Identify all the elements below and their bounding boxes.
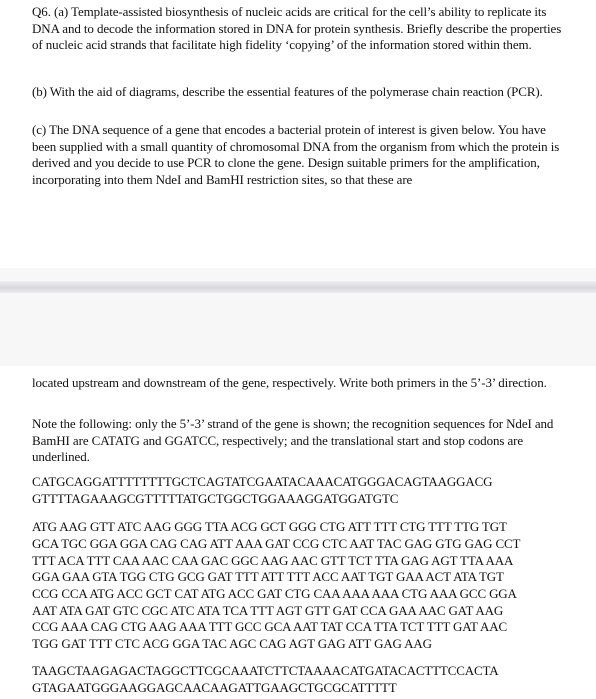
question-part-a: Q6. (a) Template-assisted biosynthesis of nucleic acids are critical for the cell’s ability to replicate its DNA and to decode the information stored in DNA for protein synthesis. Briefly describe the properties of nucleic acid strands that facilitate high fidelity ‘copying’ of the information stored within them.: [32, 4, 562, 53]
sequence-coding-line: CCG AAA CAG CTG AAG AAA TTT GCC GCA AAT TAT CCA TTA TCT TTT GAT AAC: [32, 619, 507, 634]
sequence-coding-line: CCG CCA ATG ACC GCT CAT ATG ACC GAT CTG CAA AAA AAA CTG AAA GCC GGA: [32, 586, 517, 601]
sequence-downstream-line: TAAGCTAAGAGACTAGGCTTCGCAAATCTTCTAAAACATGATACACTTTCCACTA: [32, 663, 499, 678]
sequence-upstream-line: GTTTTAGAAAGCGTTTTTATGCTGGCTGGAAAGGATGGATGTC: [32, 491, 399, 506]
sequence-coding-line: TGG GAT TTT CTC ACG GGA TAC AGC CAG AGT GAG ATT GAG AAG: [32, 636, 432, 651]
sequence-coding-line: AAT ATA GAT GTC CGC ATC ATA TCA TTT AGT GTT GAT CCA GAA AAC GAT AAG: [32, 603, 504, 618]
question-part-c-start: (c) The DNA sequence of a gene that encodes a bacterial protein of interest is given below. You have been supplied with a small quantity of chromosomal DNA from the organism from which the protein is derived and you decide to use PCR to clone the gene. Design suitable primers for the amplification, incorporating into them NdeI and BamHI restriction sites, so that these are: [32, 122, 560, 187]
sequence-upstream-line: CATGCAGGATTTTTTTTGCTCAGTATCGAATACAAACATGGGACAGTAAGGACG: [32, 474, 493, 489]
sequence-coding-line: GGA GAA GTA TGG CTG GCG GAT TTT ATT TTT ACC AAT TGT GAA ACT ATA TGT: [32, 569, 504, 584]
sequence-coding-line: GCA TGC GGA GGA CAG CAG ATT AAA GAT CCG CTC AAT TAC GAG GTG GAG CCT: [32, 536, 521, 551]
sequence-coding-line: ATG AAG GTT ATC AAG GGG TTA ACG GCT GGG CTG ATT TTT CTG TTT TTG TGT: [32, 519, 507, 534]
page-divider: [0, 281, 596, 293]
page-top: [0, 0, 596, 268]
question-note: Note the following: only the 5’-3’ strand of the gene is shown; the recognition sequences for NdeI and BamHI are CATATG and GGATCC, respectively; and the translational start and stop codons are underlined.: [32, 416, 554, 465]
question-part-b: (b) With the aid of diagrams, describe the essential features of the polymerase chain reaction (PCR).: [32, 84, 543, 99]
sequence-downstream-line: GTAGAATGGGAAGGAGCAACAAGATTGAAGCTGCGCATTTTT: [32, 680, 397, 695]
question-part-c-continued: located upstream and downstream of the gene, respectively. Write both primers in the 5’-3’ direction.: [32, 375, 547, 390]
page-bottom: [0, 366, 596, 699]
sequence-coding-line: TTT ACA TTT CAA AAC CAA GAC GGC AAG AAC GTT TCT TTA GAG AGT TTA AAA: [32, 553, 514, 568]
